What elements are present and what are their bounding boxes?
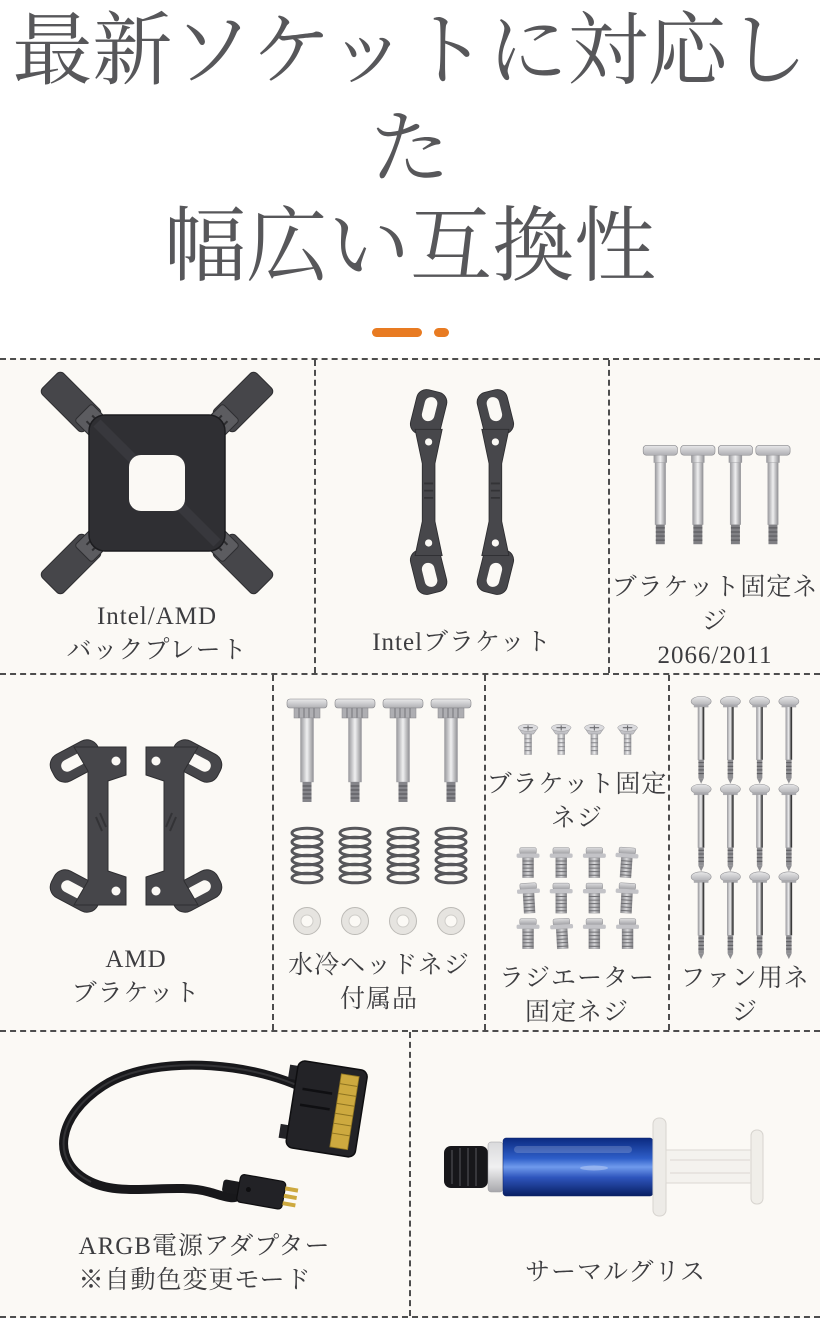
intel-bracket-image [347, 386, 577, 598]
fan-screws-label: ファン用ネジ [680, 965, 810, 1026]
part-cell-thermal-grease [409, 1032, 820, 1316]
part-cell-argb-adapter [0, 1032, 409, 1316]
thermal-grease-label: サーマルグリス [524, 1259, 706, 1286]
bracket-screws-label: ブラケット固定ネジ [486, 770, 668, 832]
part-cell-fan-screws [668, 675, 820, 1030]
part-cell-intel-bracket [314, 360, 608, 673]
part-cell-bracket-screws-2066 [608, 360, 820, 673]
radiator-screws-image [489, 846, 665, 950]
fan-screws-image [675, 695, 815, 960]
argb-adapter-label: ARGB電源アダプター ※自動色変更モード [78, 1233, 331, 1294]
title-line-1: 最新ソケットに対応した [12, 6, 808, 193]
backplate-image [37, 368, 277, 598]
backplate-label: Intel/AMD バックプレート [66, 603, 248, 664]
amd-bracket-label: AMD ブラケット [71, 946, 201, 1007]
pump-head-screws-image [279, 693, 479, 945]
parts-grid [0, 358, 820, 1318]
divider-dash-long [372, 328, 422, 337]
amd-bracket-image [36, 735, 236, 917]
argb-adapter-image [5, 1046, 405, 1218]
part-cell-radiator-screws [484, 675, 668, 1030]
divider-dash-short [434, 328, 449, 337]
part-cell-pump-head-screws [272, 675, 484, 1030]
bracket-screws-image [489, 723, 665, 758]
radiator-screws-label: ラジエーター 固定ネジ [498, 965, 655, 1026]
part-cell-backplate [0, 360, 314, 673]
thermal-grease-image [436, 1116, 796, 1226]
title-line-2: 幅広い互換性 [163, 201, 656, 292]
part-cell-amd-bracket [0, 675, 272, 1030]
parts-row-3 [0, 1030, 820, 1318]
intel-bracket-label: Intelブラケット [372, 629, 552, 656]
bracket-screws-2066-image [620, 434, 810, 563]
bracket-screws-2066-label: ブラケット固定ネジ 2066/2011 [611, 574, 819, 669]
section-divider [0, 328, 820, 337]
parts-row-1 [0, 358, 820, 673]
parts-row-2 [0, 673, 820, 1030]
page-title [0, 0, 820, 296]
pump-head-screws-label: 水冷ヘッドネジ 付属品 [288, 952, 470, 1013]
